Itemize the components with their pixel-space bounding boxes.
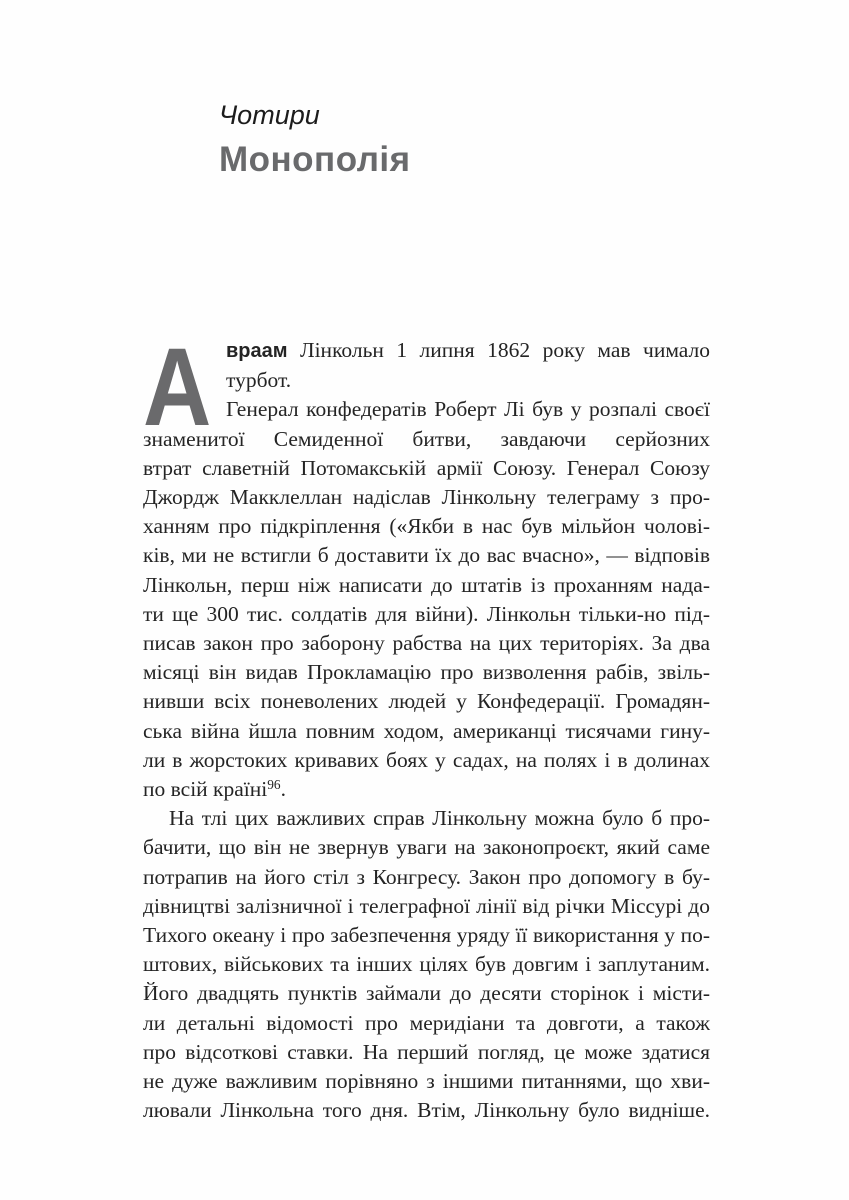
text-line: дівництві залізничної і телеграфної лінії від річки Міссурі до [143, 893, 710, 918]
text-line: лювали Лінкольна того дня. Втім, Лінкольну було видніше. [143, 1098, 710, 1123]
text-line: Джордж Макклеллан надіслав Лінкольну телеграму з про- [143, 485, 710, 510]
text-line: знаменитої Семиденної битви, завдаючи серйозних [143, 426, 710, 451]
text-line: ли в жорстоких кривавих боях у садах, на полях і в долинах [143, 747, 710, 772]
text-line: На тлі цих важливих справ Лінкольну можна було б про- [169, 806, 710, 831]
text-line: бачити, що він не звернув уваги на законопроєкт, який саме [143, 835, 710, 860]
lead-bold-word: враам [226, 340, 288, 362]
text-line: Його двадцять пунктів займали до десяти сторінок і місти- [143, 981, 710, 1006]
text-line: втрат славетній Потомакській армії Союзу. Генерал Союзу [143, 455, 710, 480]
chapter-title: Монополія [219, 140, 411, 179]
text-line: писав закон про заборону рабства на цих територіях. За два [143, 631, 710, 656]
last-line-end: . [280, 777, 286, 802]
dropcap-letter [143, 326, 213, 449]
text-line [143, 336, 710, 395]
text-line: не дуже важливим порівняно з іншими питаннями, що хви- [143, 1069, 710, 1094]
text-line: ська війна йшла повним ходом, американці тисячами гину- [143, 718, 710, 743]
text-line: ханням про підкріплення («Якби в нас був мільйон чолові- [143, 514, 710, 539]
text-line: ли детальні відомості про меридіани та довготи, а також [143, 1010, 710, 1035]
lead-line-rest: Лінкольн 1 липня 1862 року мав чимало турбот. [226, 338, 710, 393]
text-line: місяці він видав Прокламацію про визволення рабів, звіль- [143, 660, 710, 685]
text-line: Лінкольн, перш ніж написати до штатів із проханням нада- [143, 572, 710, 597]
dropcap-glyph: А [143, 326, 212, 449]
footnote-ref: 96 [267, 776, 281, 792]
text-line: ти ще 300 тис. солдатів для війни). Лінкольн тільки-но під- [143, 601, 710, 626]
paragraph-2 [143, 804, 710, 1125]
paragraph-1 [143, 326, 710, 804]
text-line: нивши всіх поневолених людей у Конфедерації. Громадян- [143, 689, 710, 714]
chapter-header [219, 99, 411, 180]
last-line-text: по всій країні [143, 777, 268, 802]
body-text [143, 326, 710, 1125]
text-line: Генерал конфедератів Роберт Лі був у розпалі своєї [226, 397, 710, 422]
text-line: ків, ми не встигли б доставити їх до вас вчасно», — відповів [143, 543, 710, 568]
text-line: про відсоткові ставки. На перший погляд, це може здатися [143, 1039, 710, 1064]
text-line: Тихого океану і про забезпечення уряду її використання у по- [143, 923, 710, 948]
text-line: потрапив на його стіл з Конгресу. Закон про допомогу в бу- [143, 864, 710, 889]
text-line: штових, військових та інших цілях був довгим і заплутаним. [143, 952, 710, 977]
text-line [143, 775, 710, 804]
chapter-number: Чотири [219, 100, 320, 130]
